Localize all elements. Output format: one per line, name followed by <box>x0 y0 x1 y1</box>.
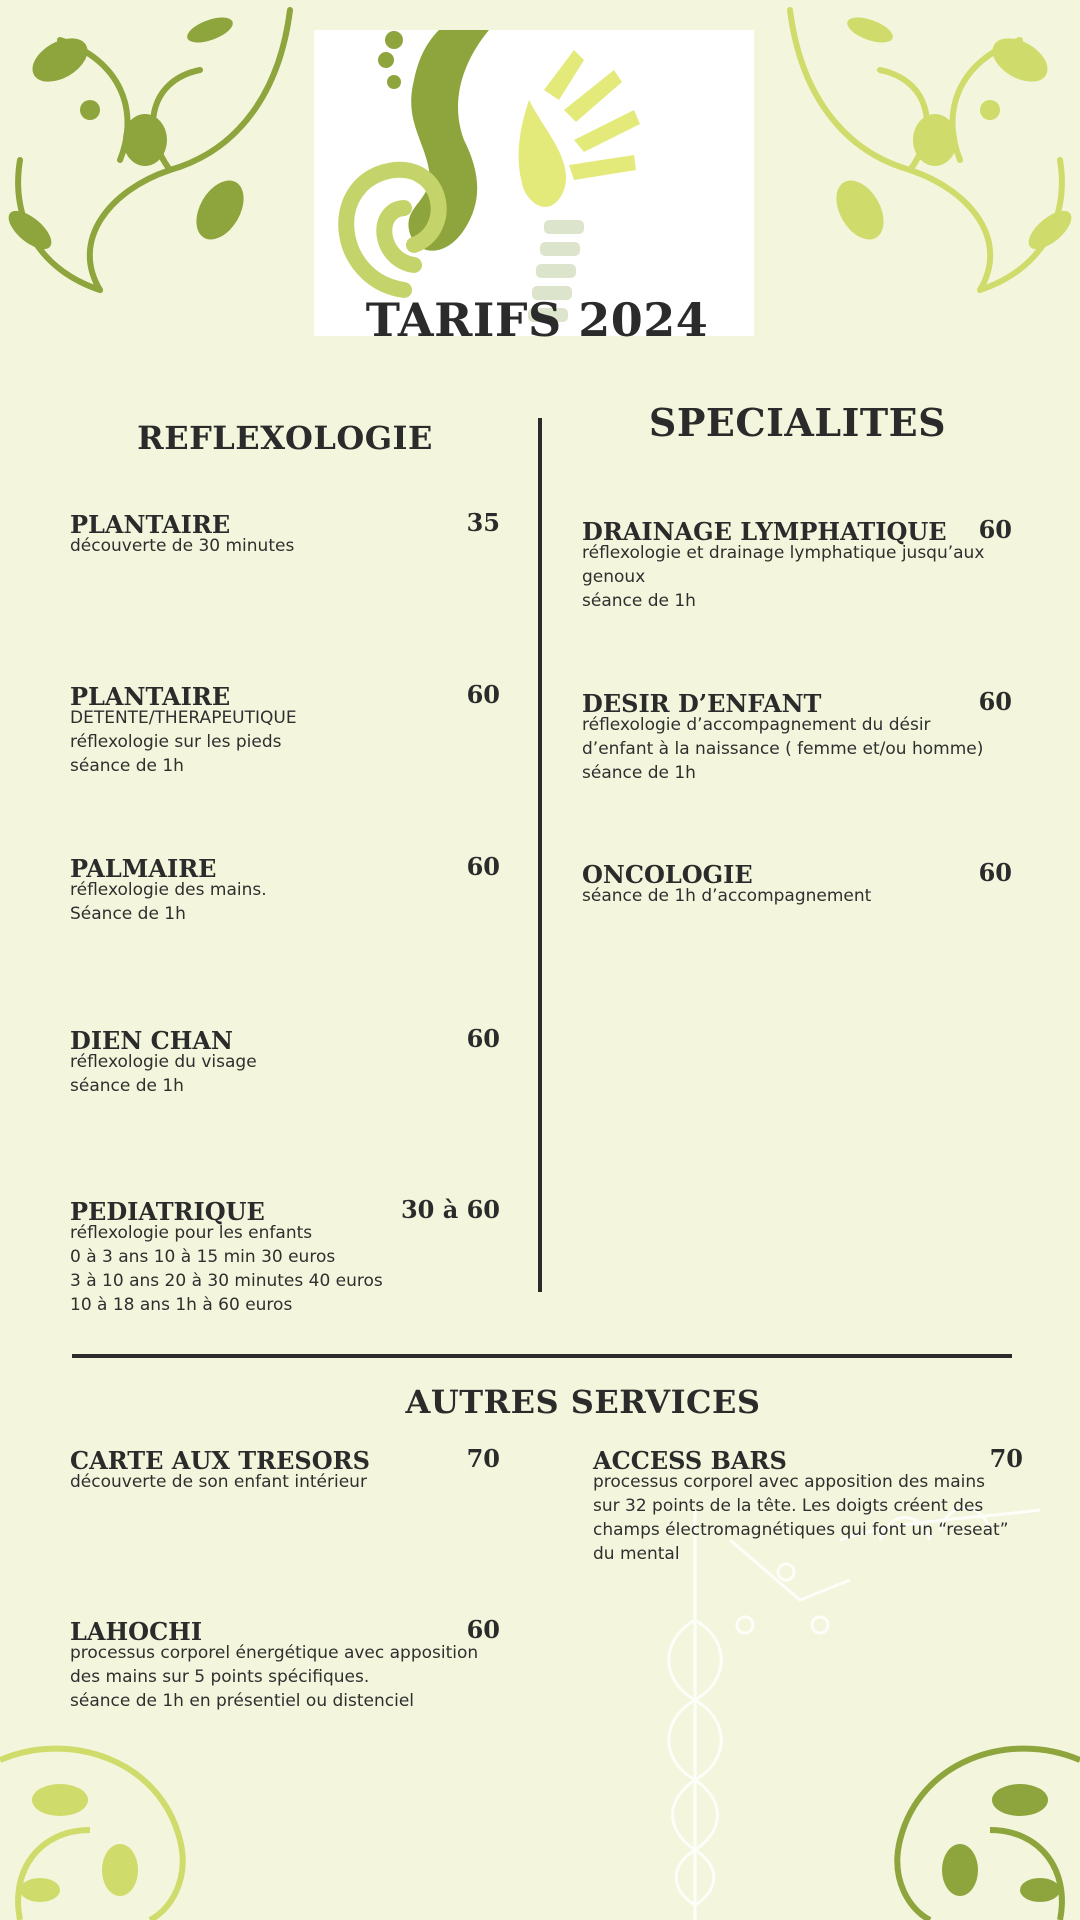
service-price: 60 <box>978 858 1012 887</box>
service-name: PLANTAIRE <box>70 510 231 539</box>
service-description: processus corporel avec apposition des mains sur 32 points de la tête. Les doigts créent des champs électromagnétiques qui font un “reseat” du mental <box>593 1472 1009 1564</box>
service-description: réflexologie et drainage lymphatique jusqu’aux genoux séance de 1h <box>582 543 985 611</box>
service-description: réflexologie pour les enfants 0 à 3 ans 10 à 15 min 30 euros 3 à 10 ans 20 à 30 minutes 40 euros 10 à 18 ans 1h à 60 euros <box>70 1223 383 1315</box>
page-title: TARIFS 2024 <box>365 293 709 347</box>
service-price: 30 à 60 <box>400 1195 500 1224</box>
service-price: 60 <box>978 515 1012 544</box>
section-divider <box>72 1354 1012 1358</box>
service-name: PLANTAIRE <box>70 682 231 711</box>
column-divider <box>538 418 542 1292</box>
service-name: PEDIATRIQUE <box>70 1197 265 1226</box>
service-description: réflexologie d’accompagnement du désir d’enfant à la naissance ( femme et/ou homme) séance de 1h <box>582 715 984 783</box>
service-name: PALMAIRE <box>70 854 217 883</box>
service-description: réflexologie du visage séance de 1h <box>70 1052 257 1096</box>
service-description: réflexologie des mains. Séance de 1h <box>70 880 267 924</box>
service-name: DESIR D’ENFANT <box>582 689 822 718</box>
service-description: DETENTE/THERAPEUTIQUE réflexologie sur les pieds séance de 1h <box>70 708 297 776</box>
service-price: 60 <box>466 1024 500 1053</box>
service-price: 60 <box>466 1615 500 1644</box>
service-name: DRAINAGE LYMPHATIQUE <box>582 517 947 546</box>
service-price: 60 <box>466 852 500 881</box>
service-name: CARTE AUX TRESORS <box>70 1446 370 1475</box>
service-price: 70 <box>989 1444 1023 1473</box>
service-name: DIEN CHAN <box>70 1026 233 1055</box>
service-description: découverte de son enfant intérieur <box>70 1472 367 1492</box>
service-description: découverte de 30 minutes <box>70 536 295 556</box>
specialites-heading: SPECIALITES <box>648 400 947 445</box>
autres-heading: AUTRES SERVICES <box>405 1383 761 1421</box>
reflexology-logo-icon <box>314 30 754 336</box>
floral-ornament-icon <box>0 1720 200 1920</box>
service-price: 35 <box>466 508 500 537</box>
service-price: 60 <box>978 687 1012 716</box>
service-description: processus corporel énergétique avec apposition des mains sur 5 points spécifiques. séance de 1h en présentiel ou distenciel <box>70 1643 479 1711</box>
floral-ornament-icon <box>780 0 1080 300</box>
service-price: 70 <box>466 1444 500 1473</box>
service-price: 60 <box>466 680 500 709</box>
service-name: ACCESS BARS <box>593 1446 787 1475</box>
floral-ornament-icon <box>0 0 300 300</box>
service-name: ONCOLOGIE <box>582 860 753 889</box>
service-description: séance de 1h d’accompagnement <box>582 886 872 906</box>
reflexologie-heading: REFLEXOLOGIE <box>137 419 433 457</box>
service-name: LAHOCHI <box>70 1617 203 1646</box>
logo-image <box>314 30 754 336</box>
